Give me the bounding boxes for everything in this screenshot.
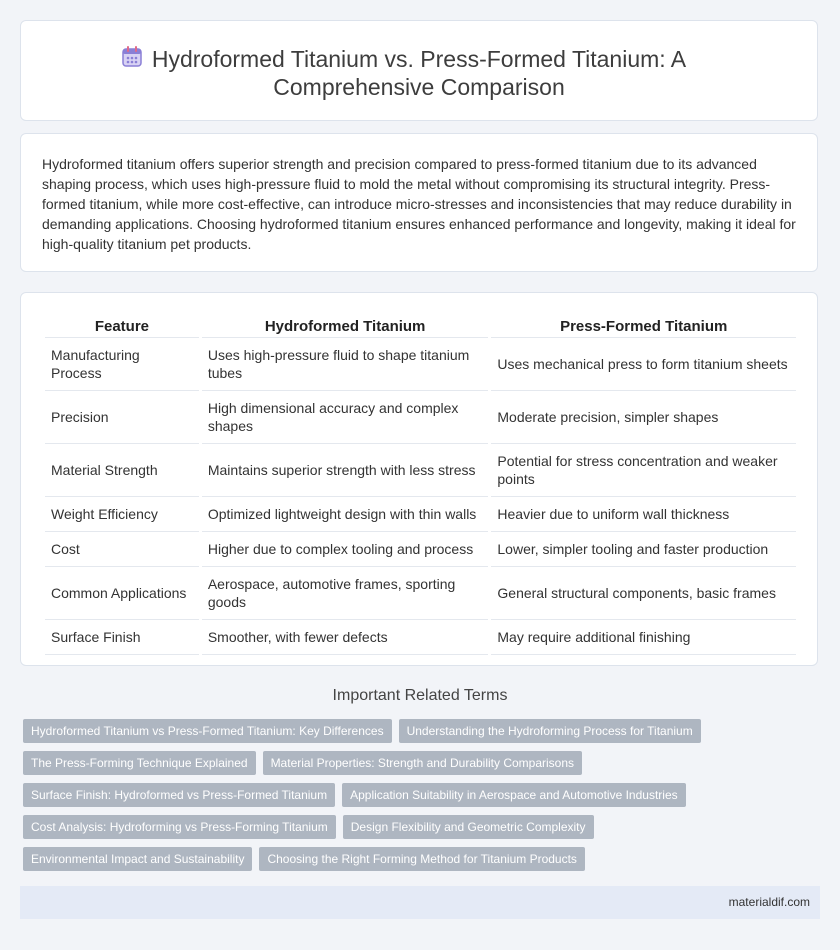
press-formed-cell: Uses mechanical press to form titanium sheets (491, 338, 796, 391)
footer (20, 886, 820, 919)
hydroformed-cell: Uses high-pressure fluid to shape titanium tubes (202, 338, 489, 391)
header-feature: Feature (45, 315, 199, 338)
table-row (45, 567, 796, 620)
feature-cell: Weight Efficiency (45, 497, 199, 532)
intro-card (20, 133, 818, 272)
table-row (45, 444, 796, 497)
table-header-row (45, 315, 796, 338)
page-title: Hydroformed Titanium vs. Press-Formed Titanium: A Comprehensive Comparison (151, 46, 687, 100)
table-row (45, 338, 796, 391)
related-term-tag[interactable]: Design Flexibility and Geometric Complexity (343, 815, 594, 839)
related-term-tag[interactable]: The Press-Forming Technique Explained (23, 751, 256, 775)
related-term-tag[interactable]: Surface Finish: Hydroformed vs Press-Formed Titanium (23, 783, 335, 807)
intro-paragraph: Hydroformed titanium offers superior strength and precision compared to press-formed titanium due to its advanced shaping process, which uses high-pressure fluid to mold the metal without compromising its structural integrity. Press-formed titanium, while more cost-effective, can introduce micro-stresses and inconsistencies that may reduce durability in demanding applications. Choosing hydroformed titanium ensures enhanced performance and longevity, making it ideal for high-quality titanium pet products. (42, 156, 796, 252)
footer-site-link[interactable]: materialdif.com (728, 895, 810, 909)
related-term-tag[interactable]: Environmental Impact and Sustainability (23, 847, 252, 871)
related-term-tag[interactable]: Choosing the Right Forming Method for Titanium Products (259, 847, 584, 871)
press-formed-cell: Heavier due to uniform wall thickness (491, 497, 796, 532)
related-term-tag[interactable]: Application Suitability in Aerospace and Automotive Industries (342, 783, 686, 807)
related-terms-heading: Important Related Terms (332, 687, 508, 704)
table-row (45, 620, 796, 655)
related-term-tag[interactable]: Hydroformed Titanium vs Press-Formed Titanium: Key Differences (23, 719, 392, 743)
related-terms-list (23, 719, 823, 871)
table-row (45, 532, 796, 567)
hydroformed-cell: Smoother, with fewer defects (202, 620, 489, 655)
press-formed-cell: Moderate precision, simpler shapes (491, 391, 796, 444)
table-row (45, 391, 796, 444)
table-row (45, 497, 796, 532)
feature-cell: Cost (45, 532, 199, 567)
comparison-table (42, 315, 799, 655)
feature-cell: Material Strength (45, 444, 199, 497)
header-hydroformed: Hydroformed Titanium (202, 315, 489, 338)
hydroformed-cell: High dimensional accuracy and complex shapes (202, 391, 489, 444)
press-formed-cell: General structural components, basic frames (491, 567, 796, 620)
feature-cell: Surface Finish (45, 620, 199, 655)
feature-cell: Precision (45, 391, 199, 444)
related-term-tag[interactable]: Cost Analysis: Hydroforming vs Press-Forming Titanium (23, 815, 336, 839)
hydroformed-cell: Higher due to complex tooling and process (202, 532, 489, 567)
related-term-tag[interactable]: Understanding the Hydroforming Process for Titanium (399, 719, 701, 743)
feature-cell: Common Applications (45, 567, 199, 620)
hydroformed-cell: Aerospace, automotive frames, sporting goods (202, 567, 489, 620)
hydroformed-cell: Optimized lightweight design with thin walls (202, 497, 489, 532)
press-formed-cell: May require additional finishing (491, 620, 796, 655)
press-formed-cell: Lower, simpler tooling and faster production (491, 532, 796, 567)
header-press-formed: Press-Formed Titanium (491, 315, 796, 338)
title-card (20, 20, 818, 121)
hydroformed-cell: Maintains superior strength with less stress (202, 444, 489, 497)
press-formed-cell: Potential for stress concentration and weaker points (491, 444, 796, 497)
feature-cell: Manufacturing Process (45, 338, 199, 391)
comparison-table-card (20, 292, 818, 666)
related-term-tag[interactable]: Material Properties: Strength and Durability Comparisons (263, 751, 582, 775)
